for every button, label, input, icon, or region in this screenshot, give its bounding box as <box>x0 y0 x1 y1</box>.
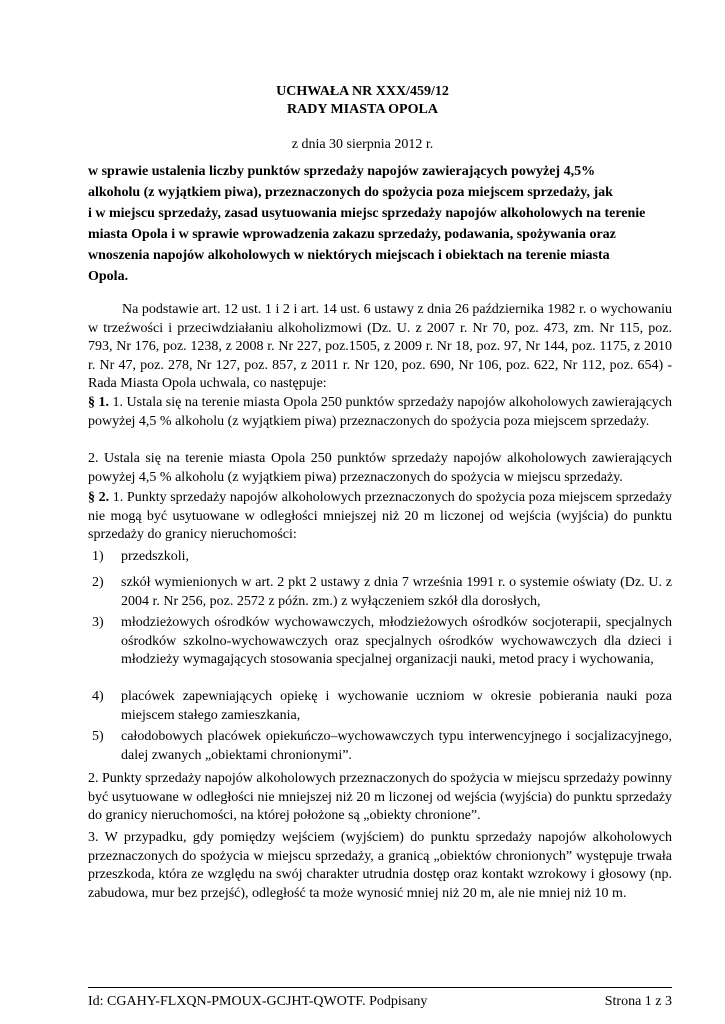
list-item-number: 2) <box>92 575 104 590</box>
council-name: RADY MIASTA OPOLA <box>287 102 438 117</box>
list-item <box>92 614 672 670</box>
list-item-number: 4) <box>92 689 104 704</box>
list-item-text: szkół wymienionych w art. 2 pkt 2 ustawy z dnia 7 września 1991 r. o systemie oświaty (Dz. U. z 2004 r. Nr 256, poz. 2572 z późn. zm.) z wyłączeniem szkół dla dorosłych, <box>121 575 672 609</box>
list-item <box>92 728 672 765</box>
resolution-title: UCHWAŁA NR XXX/459/12 <box>276 84 449 99</box>
section-2-paragraph-3: 3. W przypadku, gdy pomiędzy wejściem (wyjściem) do punktu sprzedaży napojów alkoholowych przeznaczonych do spożycia w miejscu sprzedaży, a granicą „obiektów chronionych” występuje trwała przeszkoda, która ze względu na swój charakter utrudnia dostęp oraz kontakt wzrokowy i głosowy (np. zabudowa, mur bez przejść), odległość ta może wynosić mniej niż 20 m, ale nie mniej niż 10 m. <box>88 830 672 901</box>
footer-divider <box>88 987 672 988</box>
section-1-paragraph-1-text: 1. Ustala się na terenie miasta Opola 250 punktów sprzedaży napojów alkoholowych zawierających powyżej 4,5 % alkoholu (z wyjątkiem piwa) przeznaczonych do spożycia poza miejscem sprzedaży. <box>88 395 673 429</box>
list-item-number: 5) <box>92 729 104 744</box>
section-2-paragraph-2: 2. Punkty sprzedaży napojów alkoholowych przeznaczonych do spożycia w miejscu sprzedaży powinny być usytuowane w odległości nie mniejszej niż 20 m liczonej od wejścia (wyjścia) do punktu sprzedaży do granicy nieruchomości, na której położone są „obiekty chronione”. <box>88 771 672 824</box>
section-2-paragraph-1 <box>88 489 672 545</box>
list-item-text: przedszkoli, <box>121 549 190 564</box>
section-2-label: § 2. <box>88 490 110 505</box>
section-1-label: § 1. <box>88 395 110 410</box>
document-id: Id: CGAHY-FLXQN-PMOUX-GCJHT-QWOTF. Podpisany <box>88 994 428 1009</box>
preamble: Na podstawie art. 12 ust. 1 i 2 i art. 14 ust. 6 ustawy z dnia 26 października 1982 r. o wychowaniu w trzeźwości i przeciwdziałaniu alkoholizmowi (Dz. U. z 2007 r. Nr 70, poz. 473, zm. Nr 115, poz. 793, Nr 176, poz. 1238, z 2008 r. Nr 227, poz.1505, z 2009 r. Nr 18, poz. 97, Nr 144, poz. 1175, z 2010 r. Nr 47, poz. 278, Nr 127, poz. 857, z 2011 r. Nr 120, poz. 690, Nr 106, poz. 622, Nr 112, poz. 654) - Rada Miasta Opola uchwala, co następuje: <box>88 302 672 392</box>
list-item <box>92 574 672 611</box>
page-number: Strona 1 z 3 <box>604 994 672 1009</box>
list-item <box>92 688 672 725</box>
list-item <box>92 548 672 567</box>
resolution-date: z dnia 30 sierpnia 2012 r. <box>291 137 434 152</box>
section-1-paragraph-1 <box>88 394 672 431</box>
subject-line: alkoholu (z wyjątkiem piwa), przeznaczonych do spożycia poza miejscem sprzedaży, jak <box>88 185 613 200</box>
subject-line: w sprawie ustalenia liczby punktów sprzedaży napojów zawierających powyżej 4,5% <box>88 164 596 179</box>
list-item-text: młodzieżowych ośrodków wychowawczych, młodzieżowych ośrodków socjoterapii, specjalnych ośrodków szkolno-wychowawczych oraz specjalnych ośrodków wychowawczych dla dzieci i młodzieży wymagających stosowania specjalnej organizacji nauki, metod pracy i wychowania, <box>121 615 672 668</box>
list-item-text: placówek zapewniających opiekę i wychowanie uczniom w okresie pobierania nauki poza miejscem stałego zamieszkania, <box>121 689 672 723</box>
subject-line: Opola. <box>88 269 129 284</box>
subject-line: i w miejscu sprzedaży, zasad usytuowania miejsc sprzedaży napojów alkoholowych na terenie <box>88 206 646 221</box>
subject-line: wnoszenia napojów alkoholowych w niektórych miejscach i obiektach na terenie miasta <box>88 248 610 263</box>
list-item-number: 3) <box>92 615 104 630</box>
list-item-number: 1) <box>92 549 104 564</box>
section-2-paragraph-1-text: 1. Punkty sprzedaży napojów alkoholowych przeznaczonych do spożycia poza miejscem sprzedaży nie mogą być usytuowane w odległości mniejszej niż 20 m liczonej od wejścia (wyjścia) do punktu sprzedaży do granicy nieruchomości: <box>88 490 672 543</box>
subject-line: miasta Opola i w sprawie wprowadzenia zakazu sprzedaży, podawania, spożywania oraz <box>88 227 616 242</box>
section-1-paragraph-2: 2. Ustala się na terenie miasta Opola 250 punktów sprzedaży napojów alkoholowych zawierających powyżej 4,5 % alkoholu (z wyjątkiem piwa) przeznaczonych do spożycia w miejscu sprzedaży. <box>88 451 672 485</box>
list-item-text: całodobowych placówek opiekuńczo–wychowawczych typu interwencyjnego i socjalizacyjnego, dalej zwanych „obiektami chronionymi”. <box>121 729 672 763</box>
